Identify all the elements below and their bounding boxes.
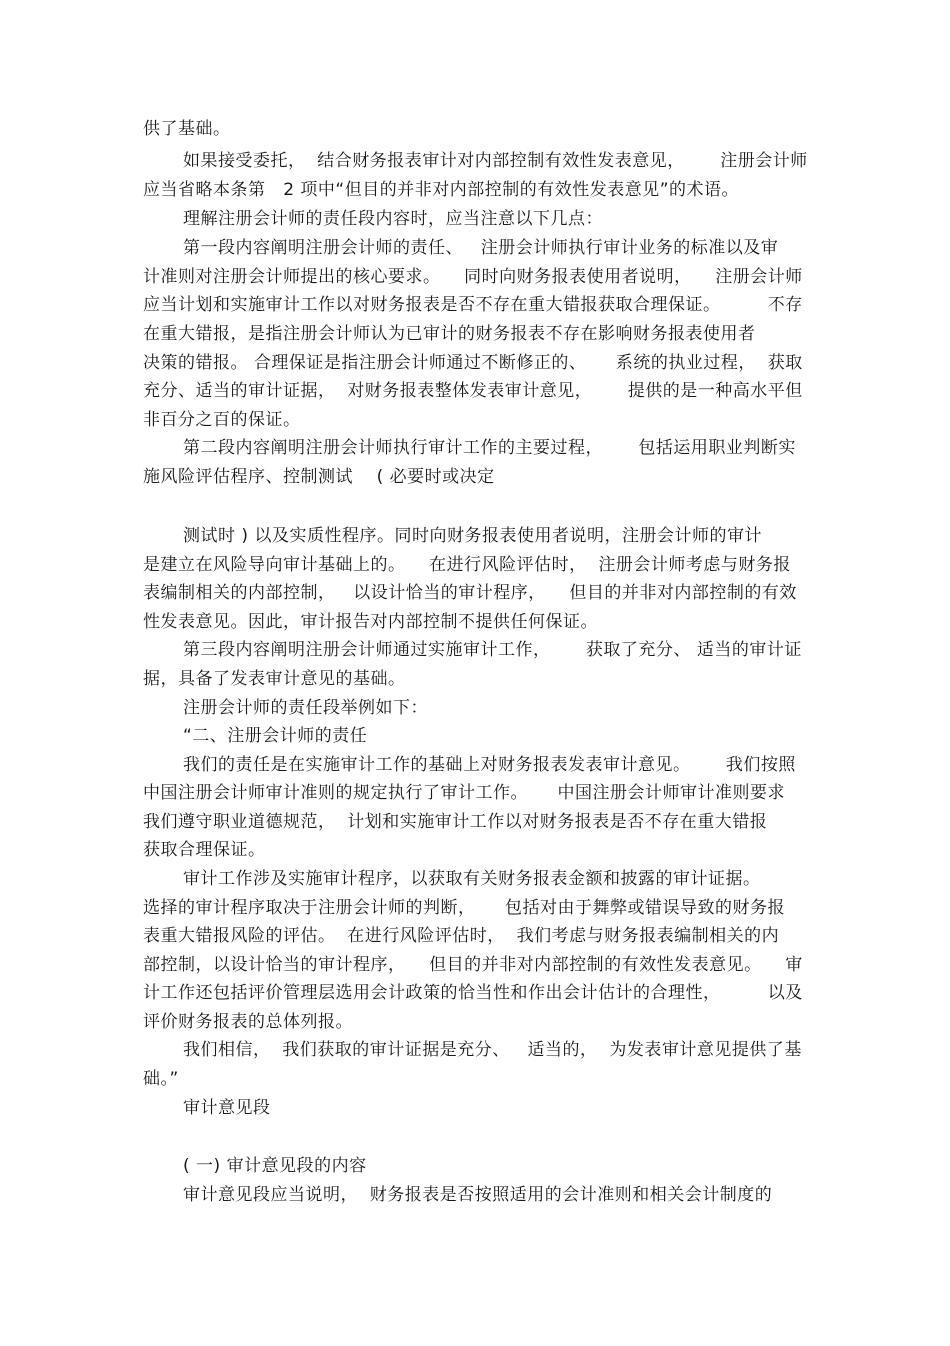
text-line: 第一段内容阐明注册会计师的责任、 注册会计师执行审计业务的标准以及审 <box>183 238 779 258</box>
text-line: 理解注册会计师的责任段内容时，应当注意以下几点： <box>183 209 603 229</box>
text-line: 表重大错报风险的评估。 在进行风险评估时， 我们考虑与财务报表编制相关的内 <box>143 926 780 946</box>
text-line: 充分、适当的审计证据， 对财务报表整体发表审计意见， 提供的是一种高水平但 <box>143 381 803 401</box>
text-line: 如果接受委托， 结合财务报表审计对内部控制有效性发表意见， 注册会计师 <box>183 151 808 171</box>
text-line: 础。” <box>143 1069 179 1089</box>
text-line: 计准则对注册会计师提出的核心要求。 同时向财务报表使用者说明， 注册会计师 <box>143 267 803 287</box>
text-line: 施风险评估程序、控制测试 ( 必要时或决定 <box>143 467 495 487</box>
text-line: 供了基础。 <box>143 119 231 139</box>
text-line: 计工作还包括评价管理层选用会计政策的恰当性和作出会计估计的合理性， 以及 <box>143 983 803 1003</box>
text-line: 注册会计师的责任段举例如下： <box>183 698 428 718</box>
text-line: 应当省略本条第 2 项中“但目的并非对内部控制的有效性发表意见”的术语。 <box>143 180 740 200</box>
text-line: 审计意见段应当说明， 财务报表是否按照适用的会计准则和相关会计制度的 <box>183 1185 773 1205</box>
text-line: 表编制相关的内部控制， 以设计恰当的审计程序， 但目的并非对内部控制的有效 <box>143 583 797 603</box>
text-line: 选择的审计程序取决于注册会计师的判断， 包括对由于舞弊或错误导致的财务报 <box>143 898 786 918</box>
text-line: 在重大错报，是指注册会计师认为已审计的财务报表不存在影响财务报表使用者 <box>143 324 756 344</box>
text-line: 审计工作涉及实施审计程序，以获取有关财务报表金额和披露的审计证据。 <box>183 869 761 889</box>
text-line: 部控制，以设计恰当的审计程序， 但目的并非对内部控制的有效性发表意见。 审 <box>143 955 803 975</box>
text-line: 评价财务报表的总体列报。 <box>143 1012 353 1032</box>
section-heading: 审计意见段 <box>183 1098 271 1118</box>
subsection-heading: ( 一) 审计意见段的内容 <box>183 1156 367 1176</box>
text-line: 获取合理保证。 <box>143 840 266 860</box>
text-line: 据，具备了发表审计意见的基础。 <box>143 669 406 689</box>
text-line: “二、注册会计师的责任 <box>183 726 368 746</box>
text-line: 决策的错报。 合理保证是指注册会计师通过不断修正的、 系统的执业过程， 获取 <box>143 353 803 373</box>
text-line: 性发表意见。因此，审计报告对内部控制不提供任何保证。 <box>143 612 598 632</box>
text-line: 第二段内容阐明注册会计师执行审计工作的主要过程， 包括运用职业判断实 <box>183 438 796 458</box>
text-line: 我们相信， 我们获取的审计证据是充分、 适当的， 为发表审计意见提供了基 <box>183 1040 802 1060</box>
text-line: 应当计划和实施审计工作以对财务报表是否不存在重大错报获取合理保证。 不存 <box>143 295 803 315</box>
text-line: 非百分之百的保证。 <box>143 410 301 430</box>
text-line: 我们遵守职业道德规范， 计划和实施审计工作以对财务报表是否不存在重大错报 <box>143 812 768 832</box>
text-line: 第三段内容阐明注册会计师通过实施审计工作， 获取了充分、 适当的审计证 <box>183 640 802 660</box>
text-line: 我们的责任是在实施审计工作的基础上对财务报表发表审计意见。 我们按照 <box>183 755 796 775</box>
text-line: 中国注册会计师审计准则的规定执行了审计工作。 中国注册会计师审计准则要求 <box>143 783 786 803</box>
text-line: 是建立在风险导向审计基础上的。 在进行风险评估时， 注册会计师考虑与财务报 <box>143 555 791 575</box>
text-line: 测试时 ) 以及实质性程序。同时向财务报表使用者说明，注册会计师的审计 <box>183 526 762 546</box>
